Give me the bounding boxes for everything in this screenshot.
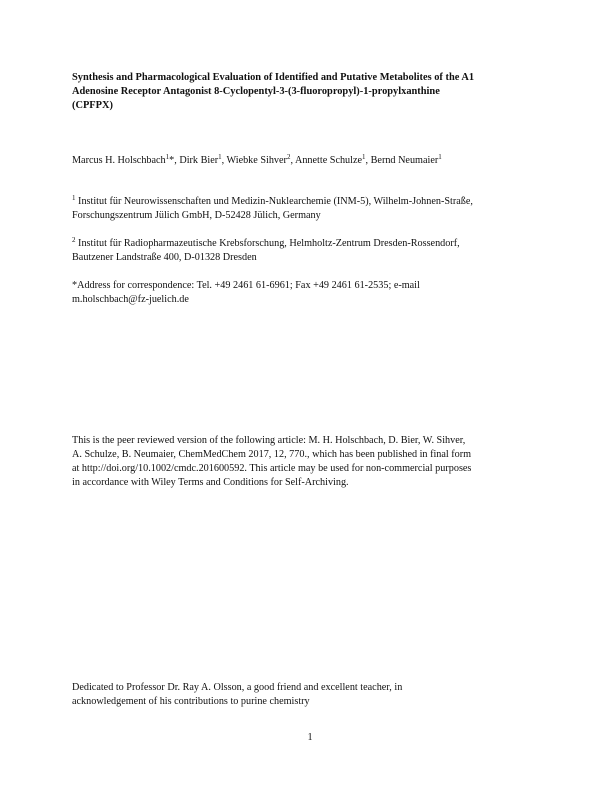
author-name: Dirk Bier — [179, 155, 219, 166]
affiliation-line: $^1$ Institut für Neurowissenschaften und Medizin-Nuklearchemie (INM-5), Wilhelm-Johnen-Straße, — [72, 194, 473, 207]
paper-title — [72, 71, 548, 113]
author-name: Annette Schulze — [294, 155, 363, 166]
author-name: Bernd Neumaier — [370, 155, 439, 166]
affiliation-marker: 1 — [218, 153, 222, 161]
affiliation-line: $^2$ Institut für Radiopharmazeutische Krebsforschung, Helmholtz-Zentrum Dresden-Rossendorf, — [72, 236, 460, 249]
dedication-line: acknowledgement of his contributions to purine chemistry — [72, 696, 310, 707]
correspondence-line: *Address for correspondence: Tel. +49 2461 61-6961; Fax +49 2461 61-2535; e-mail — [72, 280, 420, 291]
notice-line: at http://doi.org/10.1002/cmdc.201600592. This article may be used for non-commercial purposes — [72, 463, 472, 474]
affiliation-marker: 1 — [72, 194, 76, 202]
author-separator: , — [365, 155, 371, 166]
author-name: Marcus H. Holschbach — [72, 155, 166, 166]
title-line: (CPFPX) — [72, 100, 113, 111]
notice-line: This is the peer reviewed version of the following article: M. H. Holschbach, D. Bier, W. Sihver, — [72, 435, 466, 446]
notice-line: in accordance with Wiley Terms and Conditions for Self-Archiving. — [72, 477, 349, 488]
title-line: Synthesis and Pharmacological Evaluation of Identified and Putative Metabolites of the A1 — [72, 72, 475, 83]
title-line: Adenosine Receptor Antagonist 8-Cyclopentyl-3-(3-fluoropropyl)-1-propylxanthine — [72, 86, 440, 97]
dedication — [72, 681, 548, 709]
author-line — [72, 154, 548, 168]
correspondence-address — [72, 279, 548, 307]
page-number: 1 — [307, 732, 313, 743]
peer-review-notice — [72, 434, 548, 490]
notice-line: A. Schulze, B. Neumaier, ChemMedChem 2017, 12, 770., which has been published in final form — [72, 449, 472, 460]
author-separator: , — [221, 155, 227, 166]
dedication-line: Dedicated to Professor Dr. Ray A. Olsson, a good friend and excellent teacher, in — [72, 682, 403, 693]
author-list — [72, 154, 548, 168]
author-separator: *, — [169, 155, 180, 166]
affiliation-marker: 1 — [165, 153, 170, 161]
affiliation-1 — [72, 195, 548, 223]
affiliation-marker: 1 — [362, 153, 366, 161]
correspondence-line: m.holschbach@fz-juelich.de — [72, 294, 189, 305]
affiliation-line: Bautzener Landstraße 400, D-01328 Dresden — [72, 252, 257, 263]
author-separator: , — [290, 155, 295, 166]
affiliation-marker: 2 — [286, 153, 291, 161]
affiliation-marker: 1 — [438, 153, 442, 161]
author-name: Wiebke Sihver — [226, 155, 287, 166]
affiliation-marker: 2 — [72, 236, 76, 244]
affiliation-line: Forschungszentrum Jülich GmbH, D-52428 Jülich, Germany — [72, 210, 321, 221]
affiliation-2 — [72, 237, 548, 265]
